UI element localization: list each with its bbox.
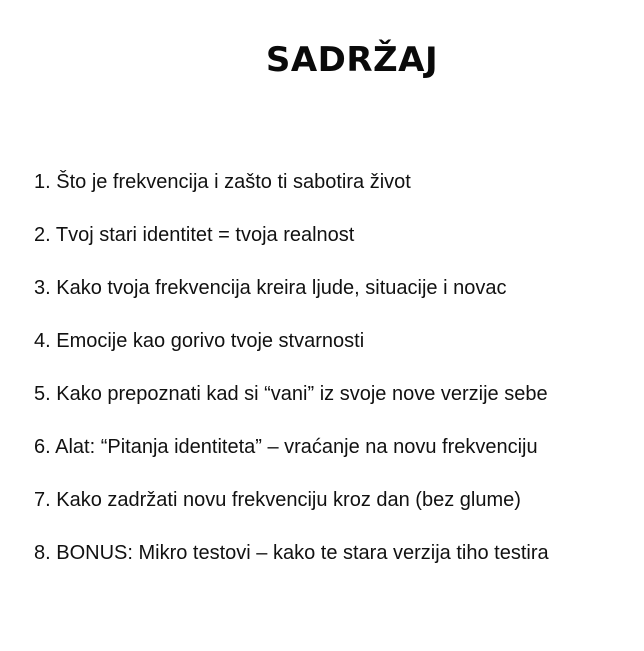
toc-item-7: 7. Kako zadržati novu frekvenciju kroz dan (bez glume) — [34, 489, 521, 511]
toc-item-3: 3. Kako tvoja frekvencija kreira ljude, situacije i novac — [34, 277, 507, 299]
table-of-contents — [34, 168, 549, 592]
toc-item-8: 8. BONUS: Mikro testovi – kako te stara verzija tiho testira — [34, 542, 549, 564]
toc-item-6: 6. Alat: “Pitanja identiteta” – vraćanje na novu frekvenciju — [34, 436, 538, 458]
toc-item-4: 4. Emocije kao gorivo tvoje stvarnosti — [34, 330, 365, 352]
page-title: SADRŽAJ — [265, 40, 439, 80]
toc-item-2: 2. Tvoj stari identitet = tvoja realnost — [34, 224, 355, 246]
toc-item-5: 5. Kako prepoznati kad si “vani” iz svoje nove verzije sebe — [34, 383, 548, 405]
toc-item-1: 1. Što je frekvencija i zašto ti sabotira život — [34, 171, 411, 193]
